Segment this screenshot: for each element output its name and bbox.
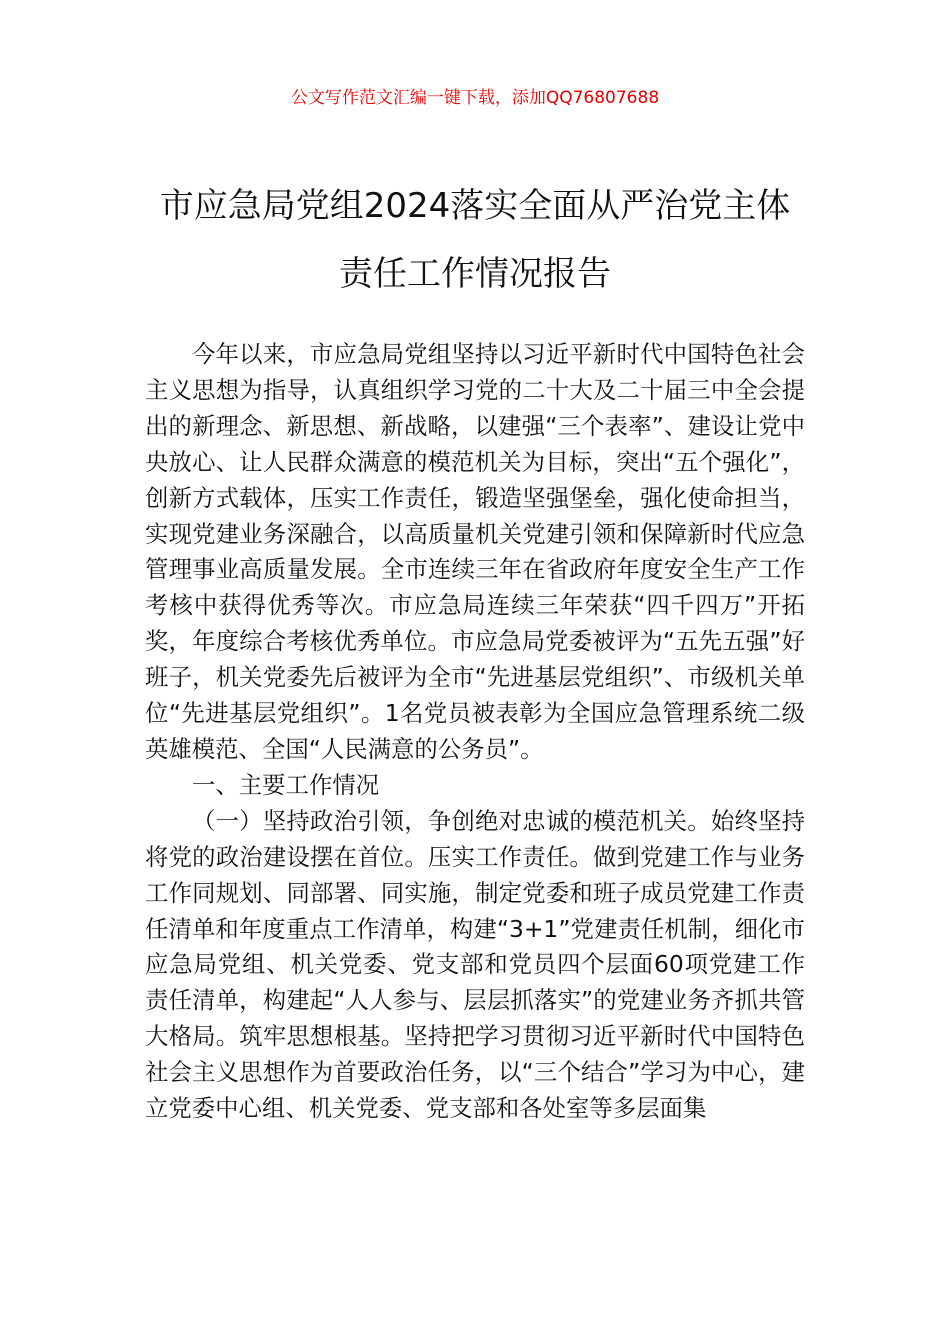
document-title xyxy=(100,172,850,308)
section-heading: 一、主要工作情况 xyxy=(192,770,380,799)
section-paragraph: （一）坚持政治引领，争创绝对忠诚的模范机关。始终坚持将党的政治建设摆在首位。压实工作责任。做到党建工作与业务工作同规划、同部署、同实施，制定党委和班子成员党建工作责任清单和年度重点工作清单，构建“3+1”党建责任机制，细化市应急局党组、机关党委、党支部和党员四个层面60项党建工作责任清单，构建起“人人参与、层层抓落实”的党建业务齐抓共管大格局。筑牢思想根基。坚持把学习贯彻习近平新时代中国特色社会主义思想作为首要政治任务，以“三个结合”学习为中心，建立党委中心组、机关党委、党支部和各处室等多层面集 xyxy=(145,806,805,1123)
title-line-2: 责任工作情况报告 xyxy=(339,254,611,294)
promo-banner[interactable]: 公文写作范文汇编一键下载，添加QQ76807688 xyxy=(290,88,660,108)
intro-paragraph: 今年以来，市应急局党组坚持以习近平新时代中国特色社会主义思想为指导，认真组织学习党的二十大及二十届三中全会提出的新理念、新思想、新战略，以建强“三个表率”、建设让党中央放心、让人民群众满意的模范机关为目标，突出“五个强化”，创新方式载体，压实工作责任，锻造坚强堡垒，强化使命担当，实现党建业务深融合，以高质量机关党建引领和保障新时代应急管理事业高质量发展。全市连续三年在省政府年度安全生产工作考核中获得优秀等次。市应急局连续三年荣获“四千四万”开拓奖，年度综合考核优秀单位。市应急局党委被评为“五先五强”好班子，机关党委先后被评为全市“先进基层党组织”、市级机关单位“先进基层党组织”。1名党员被表彰为全国应急管理系统二级英雄模范、全国“人民满意的公务员”。 xyxy=(145,340,805,763)
document-body xyxy=(145,337,805,1127)
title-line-1: 市应急局党组2024落实全面从严治党主体 xyxy=(159,186,791,226)
